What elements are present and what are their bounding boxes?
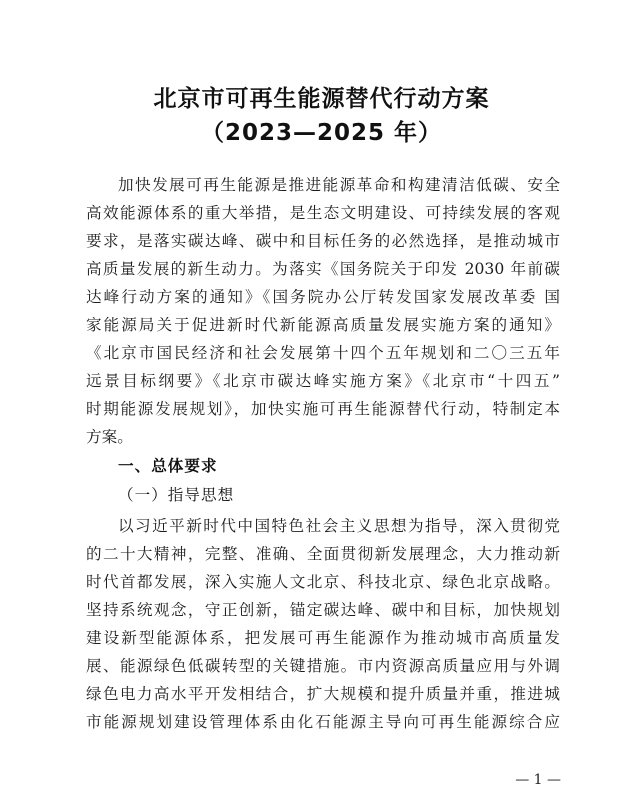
guiding-line: 展、能源绿色低碳转型的关键措施。市内资源高质量应用与外调 (86, 657, 560, 675)
preamble-line: 《北京市国民经济和社会发展第十四个五年规划和二〇三五年 (86, 344, 560, 362)
preamble-line: 加快发展可再生能源是推进能源革命和构建清洁低碳、安全 (118, 176, 560, 194)
guiding-line: 坚持系统观念，守正创新，锚定碳达峰、碳中和目标，加快规划 (86, 601, 560, 619)
preamble-line: 远景目标纲要》《北京市碳达峰实施方案》《北京市“十四五” (86, 372, 560, 390)
preamble-line: 家能源局关于促进新时代新能源高质量发展实施方案的通知》 (86, 316, 560, 334)
preamble-line: 高质量发展的新生动力。为落实《国务院关于印发 2030 年前碳 (86, 260, 560, 278)
preamble-line: 要求，是落实碳达峰、碳中和目标任务的必然选择，是推动城市 (86, 232, 560, 250)
document-subtitle-years: （2023—2025 年） (200, 120, 443, 146)
document-title: 北京市可再生能源替代行动方案 (153, 86, 490, 112)
preamble-line: 达峰行动方案的通知》《国务院办公厅转发国家发展改革委 国 (86, 288, 560, 306)
subsection-heading-guiding-ideology: （一）指导思想 (118, 486, 235, 504)
guiding-line: 以习近平新时代中国特色社会主义思想为指导，深入贯彻党 (118, 517, 560, 535)
guiding-line: 绿色电力高水平开发相结合，扩大规模和提升质量并重，推进城 (86, 685, 560, 703)
guiding-line: 市能源规划建设管理体系由化石能源主导向可再生能源综合应 (86, 713, 560, 731)
preamble-line: 时期能源发展规划》，加快实施可再生能源替代行动，特制定本 (86, 400, 560, 418)
preamble-line: 高效能源体系的重大举措，是生态文明建设、可持续发展的客观 (86, 204, 560, 222)
guiding-line: 的二十大精神，完整、准确、全面贯彻新发展理念，大力推动新 (86, 545, 560, 563)
section-heading-general-requirements: 一、总体要求 (118, 457, 218, 475)
guiding-line: 建设新型能源体系，把发展可再生能源作为推动城市高质量发 (86, 629, 560, 647)
preamble-line: 方案。 (86, 428, 133, 446)
page-number: — 1 — (515, 772, 561, 788)
guiding-line: 时代首都发展，深入实施人文北京、科技北京、绿色北京战略。 (86, 573, 560, 591)
